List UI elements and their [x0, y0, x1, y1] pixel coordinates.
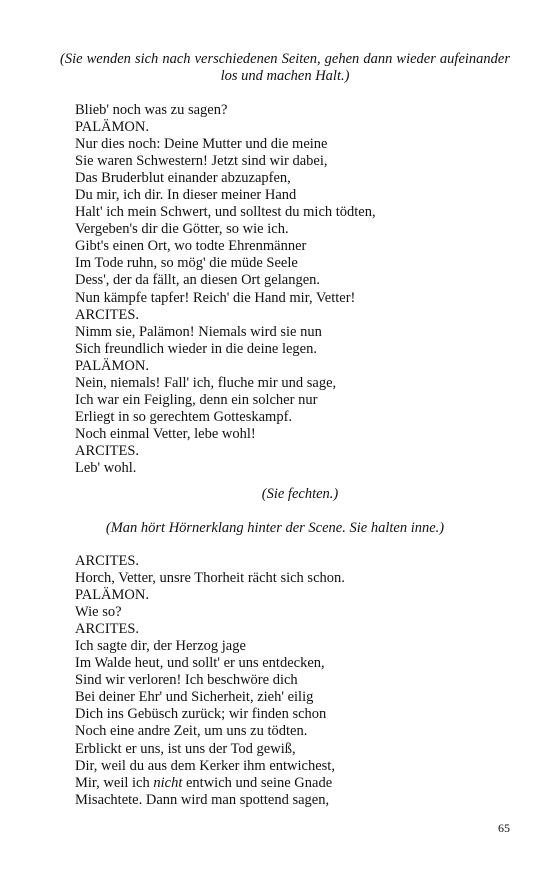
- verse-line: ARCITES.: [75, 621, 140, 638]
- verse-line: Du mir, ich dir. In dieser meiner Hand: [75, 187, 297, 204]
- verse-line: Gibt's einen Ort, wo todte Ehrenmänner: [75, 238, 307, 255]
- verse-line: Dess', der da fällt, an diesen Ort gelangen.: [75, 272, 320, 289]
- stage-direction-horn: (Man hört Hörnerklang hinter der Scene. Sie halten inne.): [105, 520, 445, 536]
- verse-line: Im Walde heut, und sollt' er uns entdecken,: [75, 655, 325, 672]
- verse-line: Nur dies noch: Deine Mutter und die meine: [75, 136, 328, 153]
- verse-fragment: entwich und seine Gnade: [182, 774, 333, 791]
- verse-line: Nein, niemals! Fall' ich, fluche mir und sage,: [75, 374, 337, 391]
- verse-line: Leb' wohl.: [75, 459, 137, 476]
- verse-line: Dir, weil du aus dem Kerker ihm entwichest,: [75, 757, 335, 774]
- verse-block-2: [75, 553, 515, 809]
- emphasis-word: nicht: [153, 774, 183, 791]
- verse-line: Nun kämpfe tapfer! Reich' die Hand mir, Vetter!: [75, 289, 356, 306]
- verse-line: Ich sagte dir, der Herzog jage: [75, 638, 246, 655]
- verse-line: Misachtete. Dann wird man spottend sagen,: [75, 791, 330, 808]
- verse-line: Das Bruderblut einander abzuzapfen,: [75, 170, 291, 187]
- verse-line: PALÄMON.: [75, 119, 149, 136]
- verse-line: Nimm sie, Palämon! Niemals wird sie nun: [75, 323, 322, 340]
- verse-line: PALÄMON.: [75, 587, 149, 604]
- verse-line: Noch einmal Vetter, lebe wohl!: [75, 425, 256, 442]
- verse-line: PALÄMON.: [75, 357, 149, 374]
- verse-line: ARCITES.: [75, 442, 140, 459]
- verse-fragment: Mir, weil ich: [75, 774, 154, 791]
- verse-line: Halt' ich mein Schwert, und solltest du mich tödten,: [75, 204, 376, 221]
- verse-line: ARCITES.: [75, 553, 140, 569]
- stage-direction-fight: (Sie fechten.): [261, 486, 339, 502]
- verse-line: Wie so?: [75, 604, 122, 621]
- verse-line: Sie waren Schwestern! Jetzt sind wir dabei,: [75, 153, 328, 170]
- verse-line: ARCITES.: [75, 306, 140, 323]
- verse-line: [75, 775, 515, 792]
- verse-line: Erliegt in so gerechtem Gotteskampf.: [75, 408, 293, 425]
- verse-line: Blieb' noch was zu sagen?: [75, 102, 228, 118]
- verse-line: Sich freundlich wieder in die deine legen.: [75, 340, 317, 357]
- verse-line: Vergeben's dir die Götter, so wie ich.: [75, 221, 289, 238]
- verse-line: Horch, Vetter, unsre Thorheit rächt sich schon.: [75, 570, 345, 587]
- page-number: 65: [498, 821, 510, 835]
- verse-line: Erblickt er uns, ist uns der Tod gewiß,: [75, 740, 296, 757]
- stage-direction-top: (Sie wenden sich nach verschiedenen Seiten, gehen dann wieder aufeinander los und machen Halt.): [60, 51, 510, 84]
- verse-line: Dich ins Gebüsch zurück; wir finden schon: [75, 706, 327, 723]
- verse-line: Bei deiner Ehr' und Sicherheit, zieh' eilig: [75, 689, 314, 706]
- verse-line: Noch eine andre Zeit, um uns zu tödten.: [75, 723, 308, 740]
- verse-line: Im Tode ruhn, so mög' die müde Seele: [75, 255, 298, 272]
- verse-line: Sind wir verloren! Ich beschwöre dich: [75, 672, 298, 689]
- verse-block-1: [75, 102, 515, 477]
- verse-line: Ich war ein Feigling, denn ein solcher nur: [75, 391, 318, 408]
